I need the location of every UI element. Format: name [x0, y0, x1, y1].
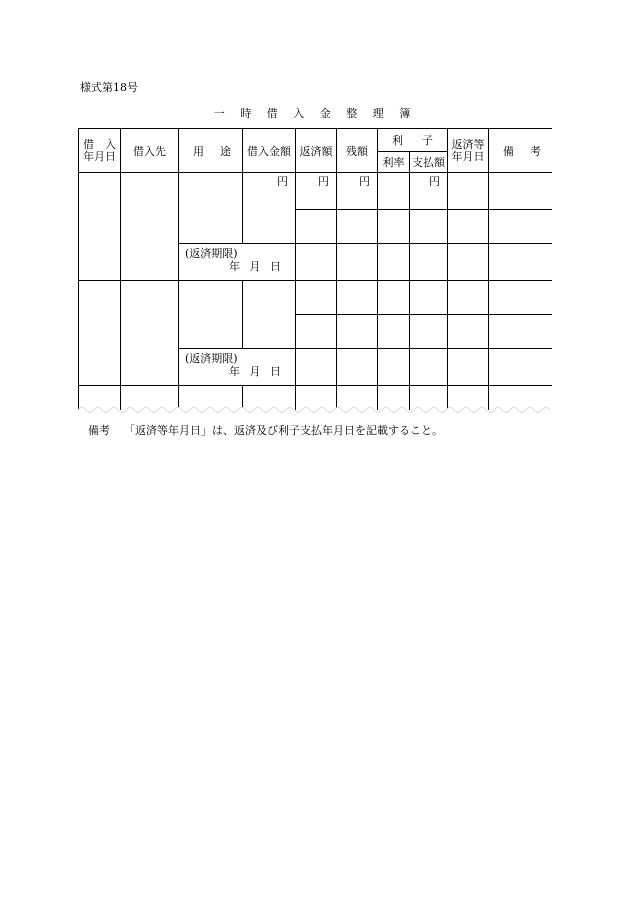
cell-paid-amount[interactable] — [410, 244, 448, 281]
cell-remarks[interactable] — [489, 210, 553, 244]
cell-rate[interactable] — [378, 210, 410, 244]
header-balance: 残額 — [337, 129, 378, 173]
cell-due-date[interactable] — [179, 244, 296, 281]
cell-repay-date[interactable] — [448, 281, 489, 315]
cell-paid-amount[interactable] — [410, 281, 448, 315]
cell-rate[interactable] — [378, 244, 410, 281]
footnote-label: 備考 — [88, 424, 110, 437]
cell-repay-date[interactable] — [448, 173, 489, 210]
due-label: (返済期限) — [185, 352, 238, 365]
cell-balance[interactable] — [337, 244, 378, 281]
cell-rate[interactable] — [378, 281, 410, 315]
header-interest-b: 子 — [422, 134, 433, 147]
cell-lender[interactable] — [121, 173, 179, 281]
header-purpose-a: 用 — [193, 144, 204, 158]
cell-rate[interactable] — [378, 315, 410, 349]
cell-purpose[interactable] — [179, 173, 243, 244]
header-rate: 利率 — [378, 152, 410, 173]
header-purpose — [179, 129, 243, 173]
cell-rate[interactable] — [378, 173, 410, 210]
cell-paid-amount[interactable] — [410, 349, 448, 386]
cell-borrow-date[interactable] — [79, 173, 121, 281]
footnote — [88, 424, 443, 438]
cell-paid-amount[interactable] — [410, 173, 448, 210]
cell-remarks[interactable] — [489, 244, 553, 281]
cell-remarks[interactable] — [489, 349, 553, 386]
due-date-format: 年 月 日 — [229, 260, 281, 273]
due-date-format: 年 月 日 — [229, 365, 281, 378]
header-remarks-a: 備 — [503, 144, 514, 158]
cell-repaid[interactable] — [296, 244, 337, 281]
cell-repay-date[interactable] — [448, 315, 489, 349]
cell-repaid[interactable] — [296, 349, 337, 386]
header-borrow-date-line2: 年月日 — [83, 149, 116, 163]
header-borrow-date — [79, 129, 121, 173]
header-repay-date — [448, 129, 489, 173]
yen-unit: 円 — [318, 175, 329, 188]
header-remarks — [489, 129, 553, 173]
cell-repay-date[interactable] — [448, 349, 489, 386]
cell-lender[interactable] — [121, 281, 179, 386]
page-title: 一 時 借 入 金 整 理 簿 — [213, 107, 417, 120]
cell-repaid[interactable] — [296, 281, 337, 315]
cell-balance[interactable] — [337, 281, 378, 315]
header-amount: 借入金額 — [243, 129, 296, 173]
cell-paid-amount[interactable] — [410, 315, 448, 349]
cell-remarks[interactable] — [489, 315, 553, 349]
ledger-table-container — [78, 128, 552, 410]
due-label: (返済期限) — [185, 247, 238, 260]
header-repaid: 返済額 — [296, 129, 337, 173]
cell-remarks[interactable] — [489, 173, 553, 210]
ledger-table — [78, 128, 552, 410]
header-paid-amount: 支払額 — [410, 152, 448, 173]
cell-due-date[interactable] — [179, 349, 296, 386]
cell-remarks[interactable] — [489, 281, 553, 315]
header-interest — [378, 129, 448, 152]
cell-repay-date[interactable] — [448, 244, 489, 281]
yen-unit: 円 — [277, 175, 288, 188]
cell-borrow-date[interactable] — [79, 281, 121, 386]
yen-unit: 円 — [359, 175, 370, 188]
cell-paid-amount[interactable] — [410, 210, 448, 244]
cell-repaid[interactable] — [296, 210, 337, 244]
cell-balance[interactable] — [337, 349, 378, 386]
cell-repaid[interactable] — [296, 173, 337, 210]
header-repay-date-line1: 返済等 — [451, 137, 485, 151]
cell-rate[interactable] — [378, 349, 410, 386]
form-number: 様式第18号 — [80, 81, 138, 94]
cell-balance[interactable] — [337, 210, 378, 244]
table-break-wave — [78, 402, 552, 418]
header-row — [79, 129, 553, 152]
header-lender: 借入先 — [121, 129, 179, 173]
cell-repay-date[interactable] — [448, 210, 489, 244]
footnote-text: 「返済等年月日」は、返済及び利子支払年月日を記載すること。 — [124, 424, 443, 437]
yen-unit: 円 — [429, 175, 440, 188]
header-purpose-b: 途 — [220, 144, 231, 158]
header-interest-a: 利 — [392, 134, 403, 147]
header-remarks-b: 考 — [530, 144, 541, 158]
cell-repaid[interactable] — [296, 315, 337, 349]
cell-amount[interactable] — [243, 173, 296, 244]
table-row — [79, 173, 553, 210]
header-repay-date-line2: 年月日 — [451, 149, 485, 163]
header-borrow-date-line1: 借 入 — [83, 137, 116, 151]
cell-balance[interactable] — [337, 315, 378, 349]
cell-amount[interactable] — [243, 281, 296, 349]
cell-purpose[interactable] — [179, 281, 243, 349]
cell-balance[interactable] — [337, 173, 378, 210]
table-row — [79, 281, 553, 315]
